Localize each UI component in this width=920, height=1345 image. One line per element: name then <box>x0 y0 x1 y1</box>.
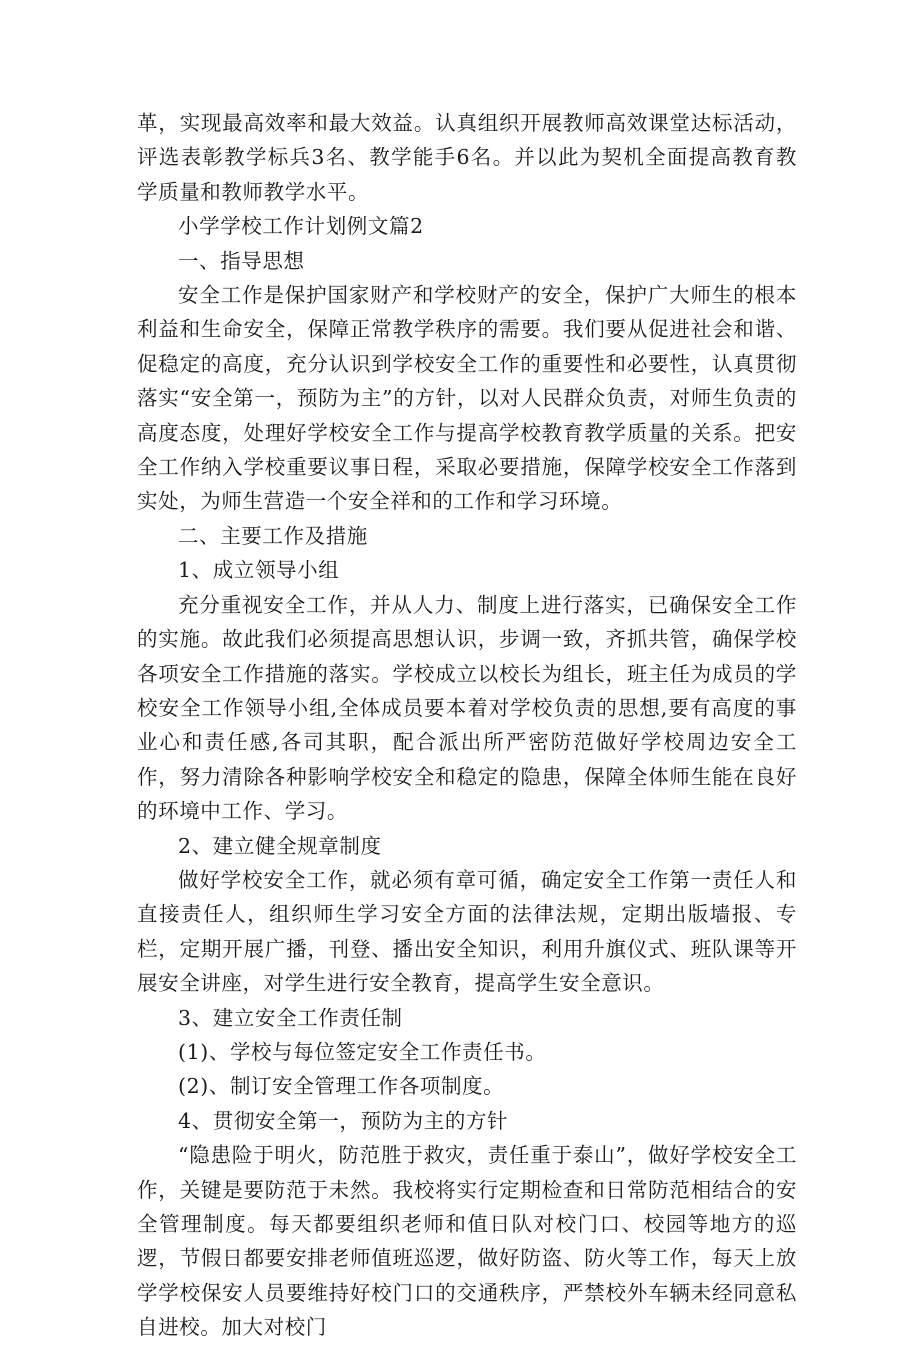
document-body <box>137 106 797 1345</box>
section-title: 小学学校工作计划例文篇2 <box>178 214 424 239</box>
paragraph-continuation: 革，实现最高效率和最大效益。认真组织开展教师高效课堂达标活动，评选表彰教学标兵3名、教学能手6名。并以此为契机全面提高教育教学质量和教师教学水平。 <box>137 111 797 204</box>
list-item-responsibility-2: (2)、制订安全管理工作各项制度。 <box>178 1074 505 1099</box>
paragraph-safety-first: “隐患险于明火，防范胜于救灾，责任重于泰山”，做好学校安全工作，关键是要防范于未然。我校将实行定期检查和日常防范相结合的安全管理制度。每天都要组织老师和值日队对校门口、校园等地方的巡逻，节假日都要安排老师值班巡逻，做好防盗、防火等工作，每天上放学学校保安人员要维持好校门口的交通秩序，严禁校外车辆未经同意私自进校。加大对校门 <box>137 1143 797 1340</box>
list-item-responsibility-1: (1)、学校与每位签定安全工作责任书。 <box>178 1039 547 1064</box>
heading-safety-first: 4、贯彻安全第一，预防为主的方针 <box>178 1108 509 1133</box>
heading-guiding-ideology: 一、指导思想 <box>178 248 305 273</box>
heading-main-work: 二、主要工作及措施 <box>178 523 368 548</box>
paragraph-safety-importance: 安全工作是保护国家财产和学校财产的安全，保护广大师生的根本利益和生命安全，保障正常教学秩序的需要。我们要从促进社会和谐、促稳定的高度，充分认识到学校安全工作的重要性和必要性，认真贯彻落实“安全第一，预防为主”的方针，以对人民群众负责，对师生负责的高度态度，处理好学校安全工作与提高学校教育教学质量的关系。把安全工作纳入学校重要议事日程，采取必要措施，保障学校安全工作落到实处，为师生营造一个安全祥和的工作和学习环境。 <box>137 283 797 514</box>
heading-leadership-group: 1、成立领导小组 <box>178 558 340 583</box>
heading-responsibility-system: 3、建立安全工作责任制 <box>178 1005 403 1030</box>
heading-rules-system: 2、建立健全规章制度 <box>178 833 382 858</box>
paragraph-leadership-group: 充分重视安全工作，并从人力、制度上进行落实，已确保安全工作的实施。故此我们必须提高思想认识，步调一致，齐抓共管，确保学校各项安全工作措施的落实。学校成立以校长为组长，班主任为成员的学校安全工作领导小组,全体成员要本着对学校负责的思想,要有高度的事业心和责任感,各司其职，配合派出所严密防范做好学校周边安全工作，努力清除各种影响学校安全和稳定的隐患，保障全体师生能在良好的环境中工作、学习。 <box>137 592 797 824</box>
paragraph-rules-system: 做好学校安全工作，就必须有章可循，确定安全工作第一责任人和直接责任人，组织师生学习安全方面的法律法规，定期出版墙报、专栏，定期开展广播，刊登、播出安全知识，利用升旗仪式、班队课等开展安全讲座，对学生进行安全教育，提高学生安全意识。 <box>137 867 797 996</box>
